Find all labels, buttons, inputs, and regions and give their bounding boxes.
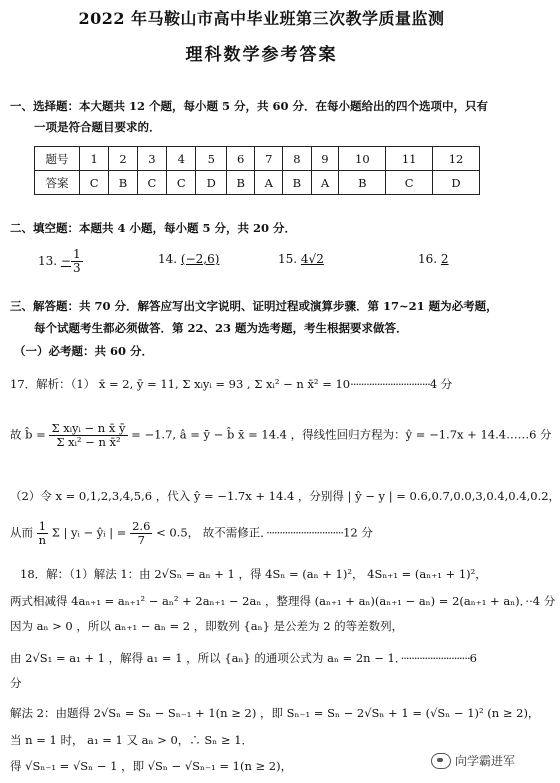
fill-q13	[38, 248, 83, 275]
table-cell: 11	[386, 147, 433, 171]
table-header-cell: 题号	[35, 147, 80, 171]
section2-heading: 二、填空题：本题共 4 小题，每小题 5 分，共 20 分．	[10, 221, 297, 235]
fill-q15	[278, 252, 324, 266]
q17-line3: （2）令 x = 0,1,2,3,4,5,6 ，代入 ŷ = −1.7x + 14.4 ，分别得 | ŷ − y | = 0.6,0.7,0.0,3,0.4,0.4,0.2，	[10, 489, 560, 503]
table-cell: C	[167, 171, 196, 195]
table-cell: 3	[137, 147, 166, 171]
table-cell: 5	[196, 147, 227, 171]
q17-line1: 17．解析：（1） x̄ = 2, ȳ = 11, Σ xᵢyᵢ = 93 , Σ xᵢ² − n x̄² = 10······························4 分	[10, 377, 453, 391]
q18-line1: 18．解：（1）解法 1：由 2√Sₙ = aₙ + 1 ，得 4Sₙ = (aₙ + 1)²， 4Sₙ₊₁ = (aₙ₊₁ + 1)²，	[20, 567, 487, 581]
table-cell: 7	[255, 147, 283, 171]
table-cell: C	[137, 171, 166, 195]
answer-table	[34, 146, 480, 195]
fraction: $\frac{1}{n}$	[38, 519, 47, 547]
answer-15: 4√2	[300, 252, 324, 266]
table-cell: 1	[80, 147, 109, 171]
table-cell: D	[196, 171, 227, 195]
q17-line4: 从而 $\frac{1}{n}$ Σ | yᵢ − ŷᵢ | = $\frac{2.6}{7}$ < 0.5， 故不需修正．·····························12 分	[10, 519, 373, 547]
table-cell: 8	[283, 147, 311, 171]
table-cell: 12	[433, 147, 480, 171]
chat-bubble-icon	[431, 753, 451, 769]
table-cell: 2	[109, 147, 137, 171]
q18-line4: 由 2√S₁ = a₁ + 1 ，解得 a₁ = 1 ，所以 {aₙ} 的通项公式为 aₙ = 2n − 1．··························6	[10, 651, 477, 665]
answer-14: (−2,6)	[180, 252, 220, 266]
q18-line5: 分	[10, 676, 22, 690]
q18-line8: 得 √Sₙ₋₁ = √Sₙ − 1 ，即 √Sₙ − √Sₙ₋₁ = 1(n ≥ 2)，	[10, 759, 293, 773]
fraction: $\frac{\text{Σ xᵢyᵢ − n x̄ ȳ}}{\text{Σ xᵢ² − n x̄²}}$	[51, 421, 126, 449]
question-number: 13.	[38, 254, 58, 268]
table-cell: A	[311, 171, 339, 195]
table-cell: C	[80, 171, 109, 195]
fraction: $\frac{1}{3}$	[72, 247, 81, 275]
section3-heading-cont: 每个试题考生都必须做答．第 22、23 题为选考题，考生根据要求做答．	[34, 321, 408, 335]
fill-q16	[418, 252, 449, 266]
table-cell: A	[255, 171, 283, 195]
watermark-text: 向学霸进军	[454, 754, 515, 768]
table-cell: B	[283, 171, 311, 195]
table-header-cell: 答案	[35, 171, 80, 195]
table-cell: D	[433, 171, 480, 195]
table-cell: 10	[339, 147, 386, 171]
table-cell: 6	[227, 147, 255, 171]
fill-q14	[158, 252, 219, 266]
question-number: 16.	[418, 252, 438, 266]
question-number: 14.	[158, 252, 178, 266]
q18-line3: 因为 aₙ > 0 ，所以 aₙ₊₁ − aₙ = 2 ，即数列 {aₙ} 是公差为 2 的等差数列，	[10, 619, 404, 633]
table-cell: B	[227, 171, 255, 195]
table-cell: B	[339, 171, 386, 195]
table-row-numbers	[35, 147, 480, 171]
table-cell: C	[386, 171, 433, 195]
table-cell: 4	[167, 147, 196, 171]
table-cell: B	[109, 171, 137, 195]
section1-heading: 一、选择题：本大题共 12 个题，每小题 5 分，共 60 分．在每小题给出的四个选项中，只有	[10, 99, 489, 113]
q17-line2: 故 b̂ = $\frac{\text{Σ xᵢyᵢ − n x̄ ȳ}}{\text{Σ xᵢ² − n x̄²}}$ = −1.7, â = ȳ − b̂ x̄ = 14.4 ，得线性回归方程为：ŷ = −1.7x + 14.4……6 分	[10, 421, 552, 449]
answer-13: − $\frac{1}{3}$	[60, 247, 81, 275]
document-subtitle: 理科数学参考答案	[185, 45, 338, 65]
q18-line2: 两式相减得 4aₙ₊₁ = aₙ₊₁² − aₙ² + 2aₙ₊₁ − 2aₙ ，整理得 (aₙ₊₁ + aₙ)(aₙ₊₁ − aₙ) = 2(aₙ₊₁ + aₙ)．··4 分	[10, 594, 556, 608]
q18-line6: 解法 2：由题得 2√Sₙ = Sₙ − Sₙ₋₁ + 1(n ≥ 2) ，即 Sₙ₋₁ = Sₙ − 2√Sₙ + 1 = (√Sₙ − 1)² (n ≥ 2)，	[10, 706, 540, 720]
section3-heading: 三、解答题：共 70 分．解答应写出文字说明、证明过程或演算步骤．第 17~21 题为必考题，	[10, 299, 498, 313]
section3-required: （一）必考题：共 60 分．	[14, 344, 154, 358]
q18-line7: 当 n = 1 时， a₁ = 1 又 aₙ > 0，∴ Sₙ ≥ 1．	[10, 733, 254, 747]
table-row-answers	[35, 171, 480, 195]
document-title: 2022 年马鞍山市高中毕业班第三次教学质量监测	[78, 9, 445, 28]
table-cell: 9	[311, 147, 339, 171]
fraction: $\frac{2.6}{7}$	[132, 519, 151, 547]
answer-16: 2	[440, 252, 449, 266]
section1-heading-cont: 一项是符合题目要求的．	[34, 120, 161, 134]
watermark	[431, 752, 515, 769]
question-number: 15.	[278, 252, 298, 266]
